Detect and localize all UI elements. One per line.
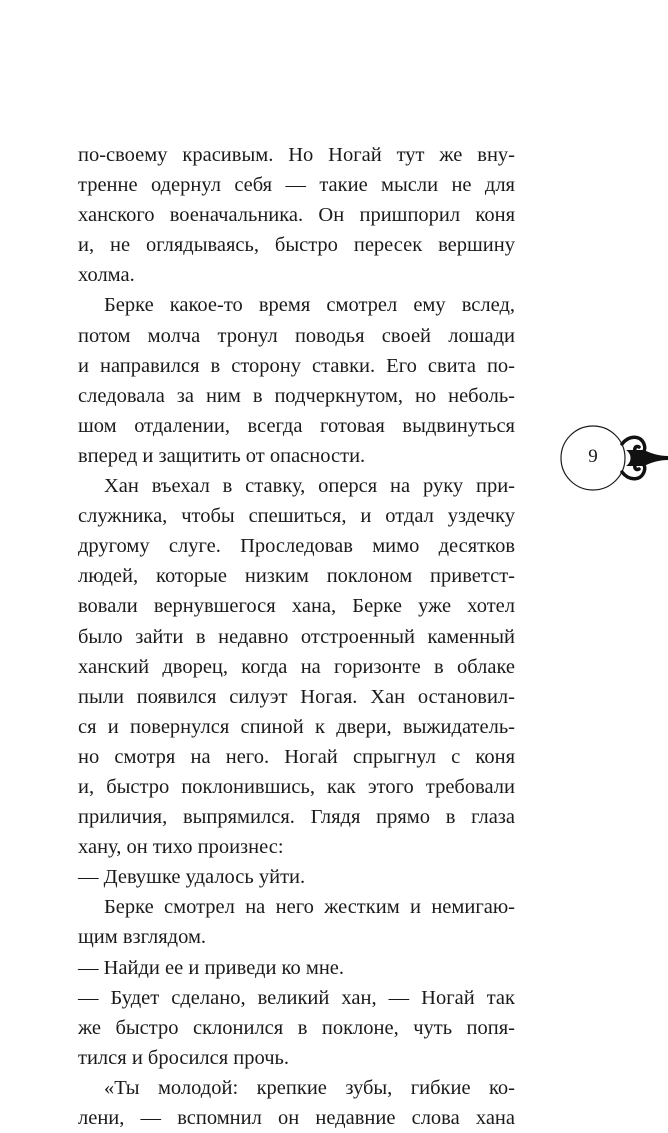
text-line: вовали вернувшегося хана, Берке уже хотел	[78, 595, 515, 618]
text-line: потом молча тронул поводья своей лошади	[78, 324, 515, 347]
text-line: но смотря на него. Ногай спрыгнул с коня	[78, 745, 515, 768]
text-line: ханский дворец, когда на горизонте в облаке	[78, 655, 515, 678]
text-line: следовала за ним в подчеркнутом, но неболь-	[78, 384, 515, 407]
text-line: и, не оглядываясь, быстро пересек вершину	[78, 234, 515, 257]
text-line: лени, — вспомнил он недавние слова хана	[78, 1107, 515, 1129]
text-line: Берке какое-то время смотрел ему вслед,	[104, 294, 515, 317]
text-line: другому слуге. Проследовав мимо десятков	[78, 535, 515, 558]
text-line: и направился в сторону ставки. Его свита по-	[78, 354, 515, 377]
text-line: — Будет сделано, великий хан, — Ногай так	[78, 986, 515, 1009]
text-line: — Найди ее и приведи ко мне.	[78, 956, 345, 979]
text-line: ся и повернулся спиной к двери, выжидатель-	[78, 715, 515, 738]
text-line: людей, которые низким поклоном приветст-	[78, 565, 515, 588]
page-number: 9	[588, 446, 598, 467]
text-line: же быстро склонился в поклоне, чуть попя-	[78, 1016, 515, 1039]
text-line: хану, он тихо произнес:	[78, 836, 284, 859]
text-line: тился и бросился прочь.	[78, 1046, 290, 1069]
text-line: приличия, выпрямился. Глядя прямо в глаза	[78, 806, 515, 829]
text-line: и, быстро поклонившись, как этого требовали	[78, 775, 515, 798]
text-line: холма.	[78, 264, 135, 287]
text-line: — Девушке удалось уйти.	[78, 866, 306, 889]
text-line: ханского военачальника. Он пришпорил коня	[78, 204, 515, 227]
text-line: вперед и защитить от опасности.	[78, 444, 366, 467]
text-line: «Ты молодой: крепкие зубы, гибкие ко-	[104, 1076, 515, 1099]
text-line: тренне одернул себя — такие мысли не для	[78, 174, 515, 197]
text-line: по-своему красивым. Но Ногай тут же вну-	[78, 144, 515, 166]
text-line: Хан въехал в ставку, оперся на руку при-	[104, 475, 515, 498]
text-line: было зайти в недавно отстроенный каменный	[78, 625, 515, 648]
text-line: пыли появился силуэт Ногая. Хан остановил-	[78, 685, 515, 708]
text-line: служника, чтобы спешиться, и отдал уздечку	[78, 505, 515, 528]
text-line: щим взглядом.	[78, 926, 207, 949]
text-line: Берке смотрел на него жестким и немигаю-	[104, 896, 515, 919]
body-text	[78, 140, 515, 1133]
text-line: шом отдалении, всегда готовая выдвинуться	[78, 414, 515, 437]
